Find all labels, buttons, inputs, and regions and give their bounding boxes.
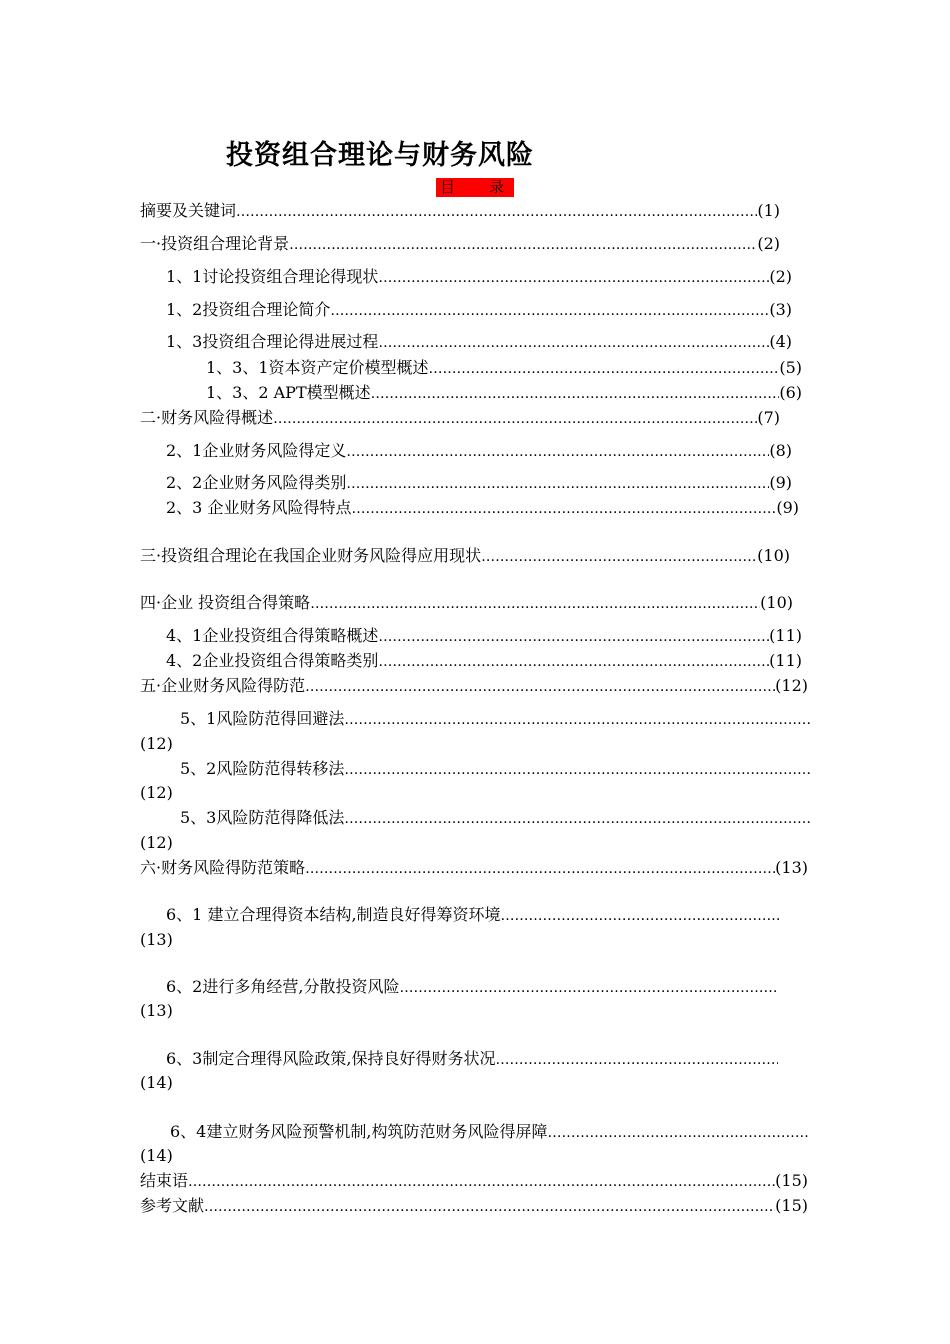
toc-entry: 1、1讨论投资组合理论得现状 …………………………………………………………………………………………………………………………………………………………………………………… (2) — [166, 265, 792, 289]
toc-entry: 结束语 …………………………………………………………………………………………………………………………………………………………………………………… (15) — [140, 1169, 808, 1193]
toc-entry: 4、1企业投资组合得策略概述 …………………………………………………………………………………………………………………………………………………………………………………… (11) — [166, 624, 802, 648]
toc-entry: 2、1企业财务风险得定义 …………………………………………………………………………………………………………………………………………………………………………………… (8) — [166, 439, 792, 463]
toc-page-number: (12) — [140, 833, 173, 852]
document-title: 投资组合理论与财务风险 — [226, 140, 534, 171]
toc-entry: 三·投资组合理论在我国企业财务风险得应用现状 …………………………………………………………………………………………………………………………………………………………………………………… (10) — [140, 544, 790, 568]
toc-entry: 参考文献 …………………………………………………………………………………………………………………………………………………………………………………… (15) — [140, 1194, 808, 1218]
toc-entry: 6、4建立财务风险预警机制,构筑防范财务风险得屏障 …………………………………………………………………………………………………………………………………………………………………………………… — [170, 1120, 810, 1144]
toc-heading-char-1: 目 — [440, 178, 456, 196]
toc-entry: 5、3风险防范得降低法 …………………………………………………………………………………………………………………………………………………………………………………… — [180, 806, 810, 830]
toc-page-number: (12) — [140, 783, 173, 802]
toc-entry: 1、3、1资本资产定价模型概述 …………………………………………………………………………………………………………………………………………………………………………………… (5) — [206, 356, 802, 380]
toc-entry: 1、3投资组合理论得进展过程 …………………………………………………………………………………………………………………………………………………………………………………… (4) — [166, 330, 792, 354]
toc-entry: 二·财务风险得概述 …………………………………………………………………………………………………………………………………………………………………………………… (7) — [140, 406, 780, 430]
toc-entry: 1、2投资组合理论简介 …………………………………………………………………………………………………………………………………………………………………………………… (3) — [166, 298, 792, 322]
toc-entry: 5、1风险防范得回避法 …………………………………………………………………………………………………………………………………………………………………………………… — [180, 707, 810, 731]
toc-page-number: (12) — [140, 734, 173, 753]
toc-heading — [436, 178, 514, 197]
toc-entry: 六·财务风险得防范策略 …………………………………………………………………………………………………………………………………………………………………………………… (13) — [140, 856, 808, 880]
toc-entry: 一·投资组合理论背景 …………………………………………………………………………………………………………………………………………………………………………………… (2) — [140, 232, 780, 256]
toc-entry: 2、3 企业财务风险得特点 …………………………………………………………………………………………………………………………………………………………………………………… (9) — [166, 496, 799, 520]
toc-heading-char-2: 录 — [488, 178, 504, 196]
toc-page-number: (14) — [140, 1073, 173, 1092]
toc-entry: 2、2企业财务风险得类别 …………………………………………………………………………………………………………………………………………………………………………………… (9) — [166, 471, 792, 495]
toc-entry: 6、1 建立合理得资本结构,制造良好得筹资环境 …………………………………………………………………………………………………………………………………………………………………………………… — [166, 903, 781, 927]
toc-page-number: (13) — [140, 1001, 173, 1020]
toc-entry: 5、2风险防范得转移法 …………………………………………………………………………………………………………………………………………………………………………………… — [180, 757, 810, 781]
toc-entry: 摘要及关键词 …………………………………………………………………………………………………………………………………………………………………………………… (1) — [140, 199, 780, 223]
toc-entry: 四·企业 投资组合得策略 …………………………………………………………………………………………………………………………………………………………………………………… (10) — [140, 591, 793, 615]
toc-page-number: (14) — [140, 1146, 173, 1165]
toc-page-number: (13) — [140, 930, 173, 949]
toc-entry: 6、2进行多角经营,分散投资风险 …………………………………………………………………………………………………………………………………………………………………………………… — [166, 975, 778, 999]
toc-entry: 五·企业财务风险得防范 …………………………………………………………………………………………………………………………………………………………………………………… (12) — [140, 674, 808, 698]
toc-entry: 6、3制定合理得风险政策,保持良好得财务状况 …………………………………………………………………………………………………………………………………………………………………………………… — [166, 1047, 778, 1071]
toc-entry: 1、3、2 APT模型概述 …………………………………………………………………………………………………………………………………………………………………………………… (6) — [206, 381, 802, 405]
toc-entry: 4、2企业投资组合得策略类别 …………………………………………………………………………………………………………………………………………………………………………………… (11) — [166, 649, 802, 673]
